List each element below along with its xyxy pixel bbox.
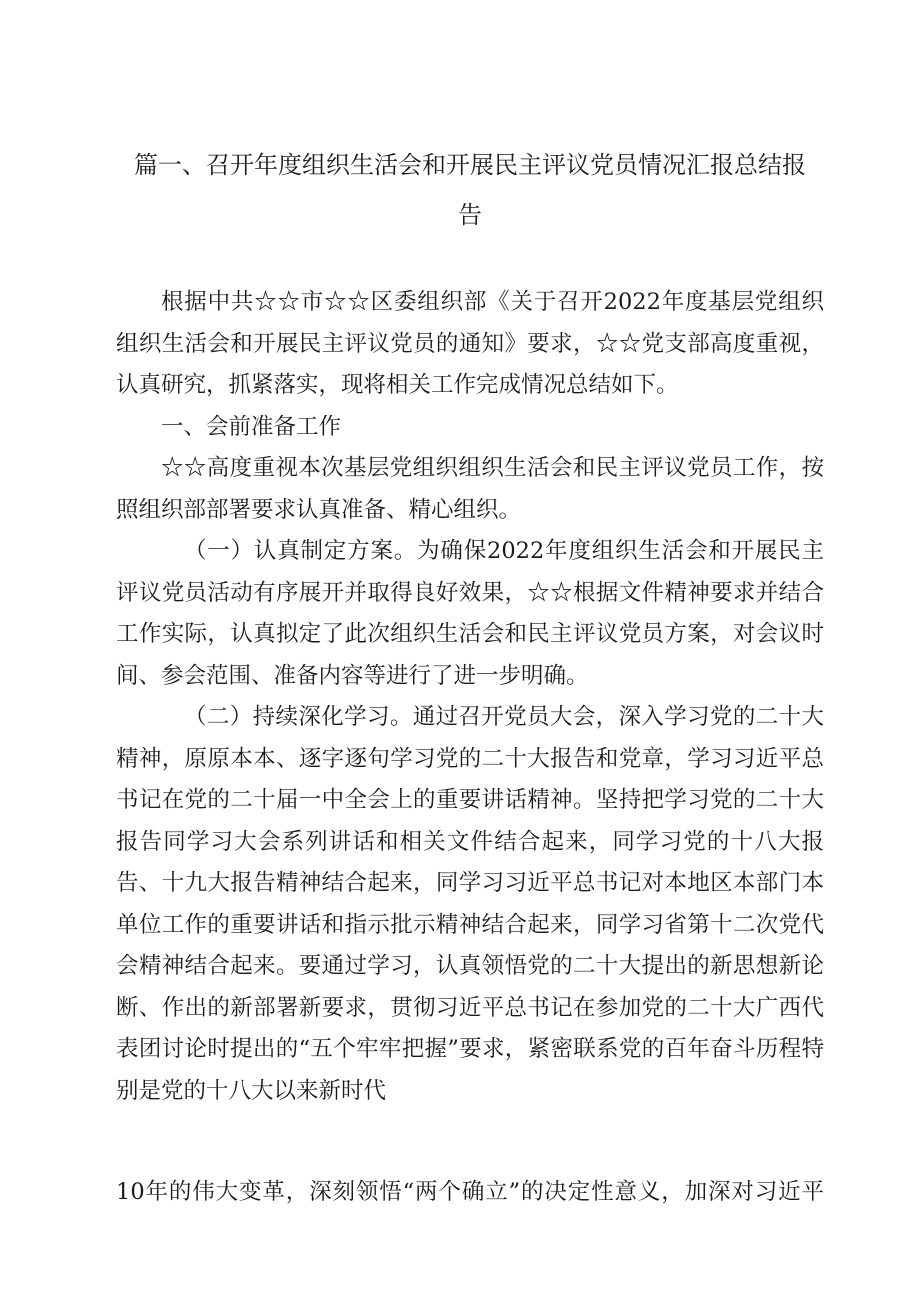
item-1-paragraph: （一）认真制定方案。为确保2022年度组织生活会和开展民主评议党员活动有序展开并取得良好效果，☆☆根据文件精神要求并结合工作实际，认真拟定了此次组织生活会和民主评议党员方案，对会议时间、参会范围、准备内容等进行了进一步明确。	[116, 538, 824, 689]
section-heading-1: 一、会前准备工作	[161, 413, 342, 440]
title-line-1: 篇一、召开年度组织生活会和开展民主评议党员情况汇报总结报	[134, 151, 806, 179]
document-title	[120, 140, 820, 240]
continuation-paragraph: 10年的伟大变革，深刻领悟“两个确立”的决定性意义，加深对习近平	[116, 1179, 824, 1205]
intro-paragraph: 根据中共☆☆市☆☆区委组织部《关于召开2022年度基层党组织组织生活会和开展民主评议党员的通知》要求，☆☆党支部高度重视，认真研究，抓紧落实，现将相关工作完成情况总结如下。	[116, 289, 824, 398]
title-line-2: 告	[458, 201, 482, 229]
section1-paragraph: ☆☆高度重视本次基层党组织组织生活会和民主评议党员工作，按照组织部部署要求认真准备、精心组织。	[116, 455, 824, 523]
item-2-paragraph: （二）持续深化学习。通过召开党员大会，深入学习党的二十大精神，原原本本、逐字逐句学习党的二十大报告和党章，学习习近平总书记在党的二十届一中全会上的重要讲话精神。坚持把学习党的二十大报告同学习大会系列讲话和相关文件结合起来，同学习党的十八大报告、十九大报告精神结合起来，同学习习近平总书记对本地区本部门本单位工作的重要讲话和指示批示精神结合起来，同学习省第十二次党代会精神结合起来。要通过学习，认真领悟党的二十大提出的新思想新论断、作出的新部署新要求，贯彻习近平总书记在参加党的二十大广西代表团讨论时提出的“五个牢牢把握”要求，紧密联系党的百年奋斗历程特别是党的十八大以来新时代	[116, 704, 824, 1104]
continuation-block	[116, 1172, 824, 1214]
document-body	[116, 282, 824, 1112]
